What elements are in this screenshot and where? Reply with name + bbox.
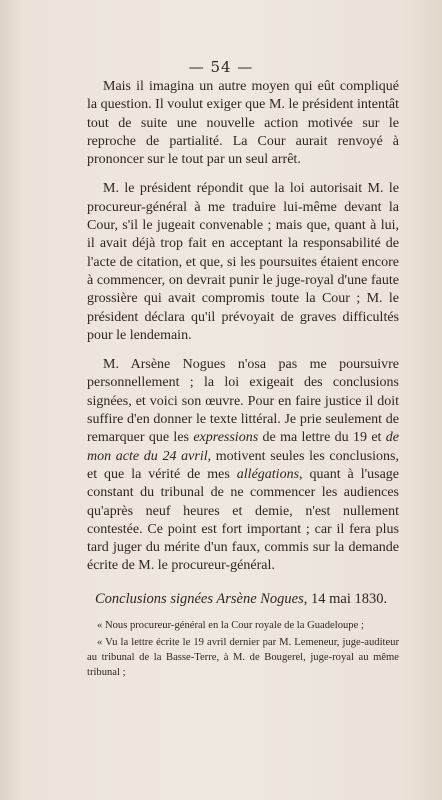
italic-run: allégations [236, 466, 300, 482]
body-text [87, 78, 399, 682]
heading-date: , 14 mai 1830. [303, 590, 388, 607]
section-heading [87, 590, 399, 608]
paragraph: Mais il imagina un autre moyen qui eût compliqué la question. Il voulut exiger que M. le président intentât tout de suite une nouvelle action motivée sur le reproche de partialité. La Cour aurait renvoyé à prononcer sur le tout par un seul arrêt. [87, 79, 399, 168]
italic-run: expressions [193, 430, 259, 446]
italic-run: de mon acte du 24 avril [87, 430, 399, 464]
text-run: , motivent seules les conclusions, et que la vérité de mes [87, 448, 399, 482]
text-run: de ma lettre du 19 et [258, 430, 386, 446]
quote-line: « Vu la lettre écrite le 19 avril dernier par M. Lemeneur, juge-auditeur au tribunal de la Basse-Terre, à M. de Bougerel, juge-royal au même tribunal ; [87, 637, 399, 679]
text-run: , quant à l'usage constant du tribunal de ne commencer les audiences qu'après neuf heures et demie, n'est nullement contestée. Ce point est fort important ; car il fera plus tard juger du mérite d'un faux, commis sur la demande écrite de M. le procureur-général. [87, 466, 400, 574]
page-number: — 54 — [188, 58, 254, 76]
heading-italic: Conclusions signées Arsène Nogues [95, 590, 304, 607]
text-run: M. Arsène Nogues n'osa pas me poursuivre personnellement ; la loi exigeait des conclusions signées, et voici son œuvre. Pour en faire justice il doit suffire d'en donner le texte littéral. Je prie seulement de remarquer que les [87, 357, 399, 446]
paragraph: M. le président répondit que la loi autorisait M. le procureur-général à me traduire lui-même devant la Cour, s'il le jugeait convenable ; mais que, quant à lui, il avait déjà trop fait en acceptant la responsabilité de l'acte de citation, et que, si les poursuites étaient encore à commencer, on devrait punir le juge-royal d'une faute grossière qui avait compromis toute la Cour ; M. le président déclara qu'il prévoyait de graves difficultés pour le lendemain. [87, 181, 399, 343]
quote-line: « Nous procureur-général en la Cour royale de la Guadeloupe ; [97, 620, 364, 632]
paragraph [87, 356, 399, 576]
